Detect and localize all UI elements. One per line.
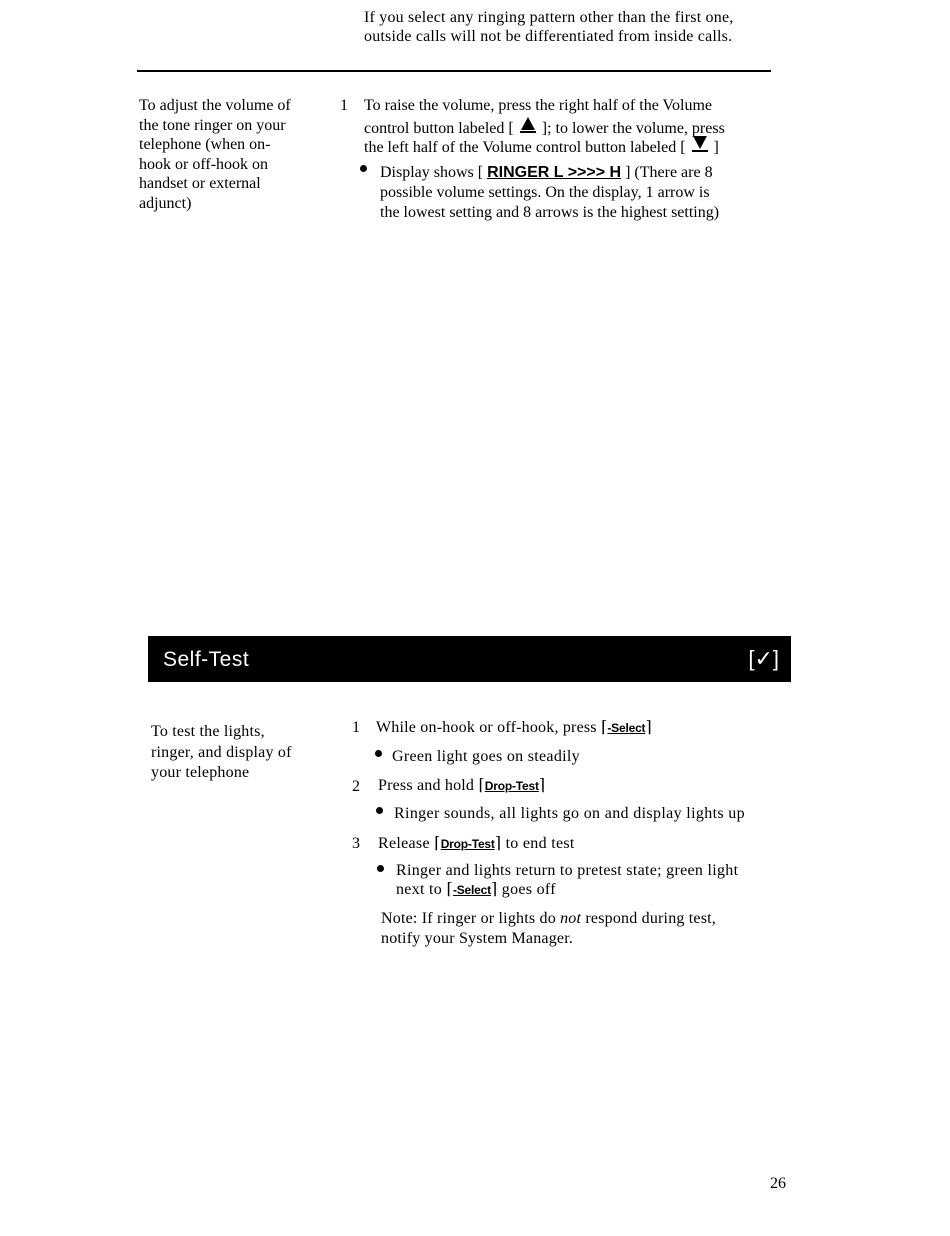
volume-step-text: ]; to lower the volume, press: [541, 120, 725, 137]
volume-step-text: control button labeled [: [364, 120, 514, 137]
self-test-banner: [148, 636, 791, 682]
bracket-open: ⌈: [600, 719, 608, 736]
note-text: respond during test,: [585, 910, 717, 927]
bracket-close: ⌉: [538, 777, 546, 794]
step-2-text: [378, 776, 545, 797]
volume-desc-line: the tone ringer on your: [139, 116, 286, 134]
triangle-down-icon: [693, 136, 707, 149]
bracket-close: ⌉: [494, 835, 502, 852]
volume-down-icon: [692, 135, 708, 152]
display-bullet-text: Display shows [: [380, 164, 484, 181]
step-3-label: Release: [378, 835, 430, 852]
note-line-2: notify your System Manager.: [381, 930, 574, 947]
drop-test-key: Drop-Test: [484, 779, 539, 793]
display-bullet-line-1: [380, 163, 713, 183]
step-2-result: Ringer sounds, all lights go on and display lights up: [394, 805, 745, 822]
volume-step-line-1: To raise the volume, press the right half of the Volume: [364, 97, 712, 114]
step-3-text: [378, 834, 575, 855]
step-3-number: 3: [352, 835, 360, 852]
volume-desc-line: adjunct): [139, 194, 192, 212]
display-bullet-text: ] (There are 8: [625, 164, 713, 181]
selftest-desc-line: your telephone: [151, 764, 250, 781]
section-title: Self-Test: [163, 648, 250, 671]
volume-step-text: ]: [713, 139, 719, 156]
note-emphasis: not: [560, 910, 582, 927]
bullet-icon: [360, 165, 367, 172]
select-key: -Select: [452, 883, 491, 897]
select-key: -Select: [607, 721, 646, 735]
drop-test-key: Drop-Test: [440, 837, 495, 851]
bracket-close: ⌉: [490, 881, 498, 898]
volume-description: [139, 96, 291, 213]
volume-desc-line: handset or external: [139, 175, 261, 192]
selftest-desc-line: ringer, and display of: [151, 743, 292, 761]
step-3-result-line-1: Ringer and lights return to pretest state; green light: [396, 862, 739, 879]
checkmark-icon: [✓]: [748, 646, 779, 671]
volume-up-icon: [520, 116, 536, 133]
section-divider: [137, 70, 771, 72]
volume-step-text: the left half of the Volume control button labeled [: [364, 139, 686, 156]
bracket-open: ⌈: [446, 881, 453, 898]
step-3-result-text: next to: [396, 881, 443, 898]
step-3-result-line-2: [396, 880, 556, 901]
bracket-open: ⌈: [434, 835, 441, 852]
triangle-up-icon: [521, 117, 535, 130]
volume-desc-line: hook or off-hook on: [139, 155, 269, 173]
intro-line-2: outside calls will not be differentiated from inside calls.: [364, 28, 733, 45]
step-3-label-end: to end test: [505, 835, 575, 852]
page-number: 26: [770, 1175, 786, 1192]
selftest-desc-line: To test the lights,: [151, 723, 265, 740]
step-1-label: While on-hook or off-hook, press: [376, 719, 597, 736]
display-bullet-line-3: the lowest setting and 8 arrows is the highest setting): [380, 204, 720, 221]
intro-line-1: If you select any ringing pattern other than the first one,: [364, 9, 734, 26]
display-bullet-line-2: possible volume settings. On the display, 1 arrow is: [380, 184, 710, 201]
step-3-result-text: goes off: [501, 881, 556, 898]
bracket-close: ⌉: [645, 719, 652, 736]
step-2-number: 2: [352, 778, 360, 795]
selftest-description: [151, 722, 292, 784]
volume-desc-line: telephone (when on-: [139, 136, 271, 153]
note-text: Note: If ringer or lights do: [381, 910, 556, 927]
display-readout: RINGER L >>>> H: [487, 164, 622, 181]
bracket-open: ⌈: [478, 777, 485, 794]
volume-step-number: 1: [340, 97, 348, 114]
step-1-result: Green light goes on steadily: [392, 748, 580, 765]
volume-desc-line: To adjust the volume of: [139, 97, 291, 114]
bullet-icon: [377, 865, 384, 872]
note-line-1: [381, 909, 716, 929]
step-2-label: Press and hold: [378, 777, 475, 794]
bullet-icon: [376, 807, 383, 814]
step-1-number: 1: [352, 719, 360, 736]
bullet-icon: [375, 750, 382, 757]
volume-step-line-3: [364, 135, 719, 158]
step-1-text: [376, 718, 652, 739]
